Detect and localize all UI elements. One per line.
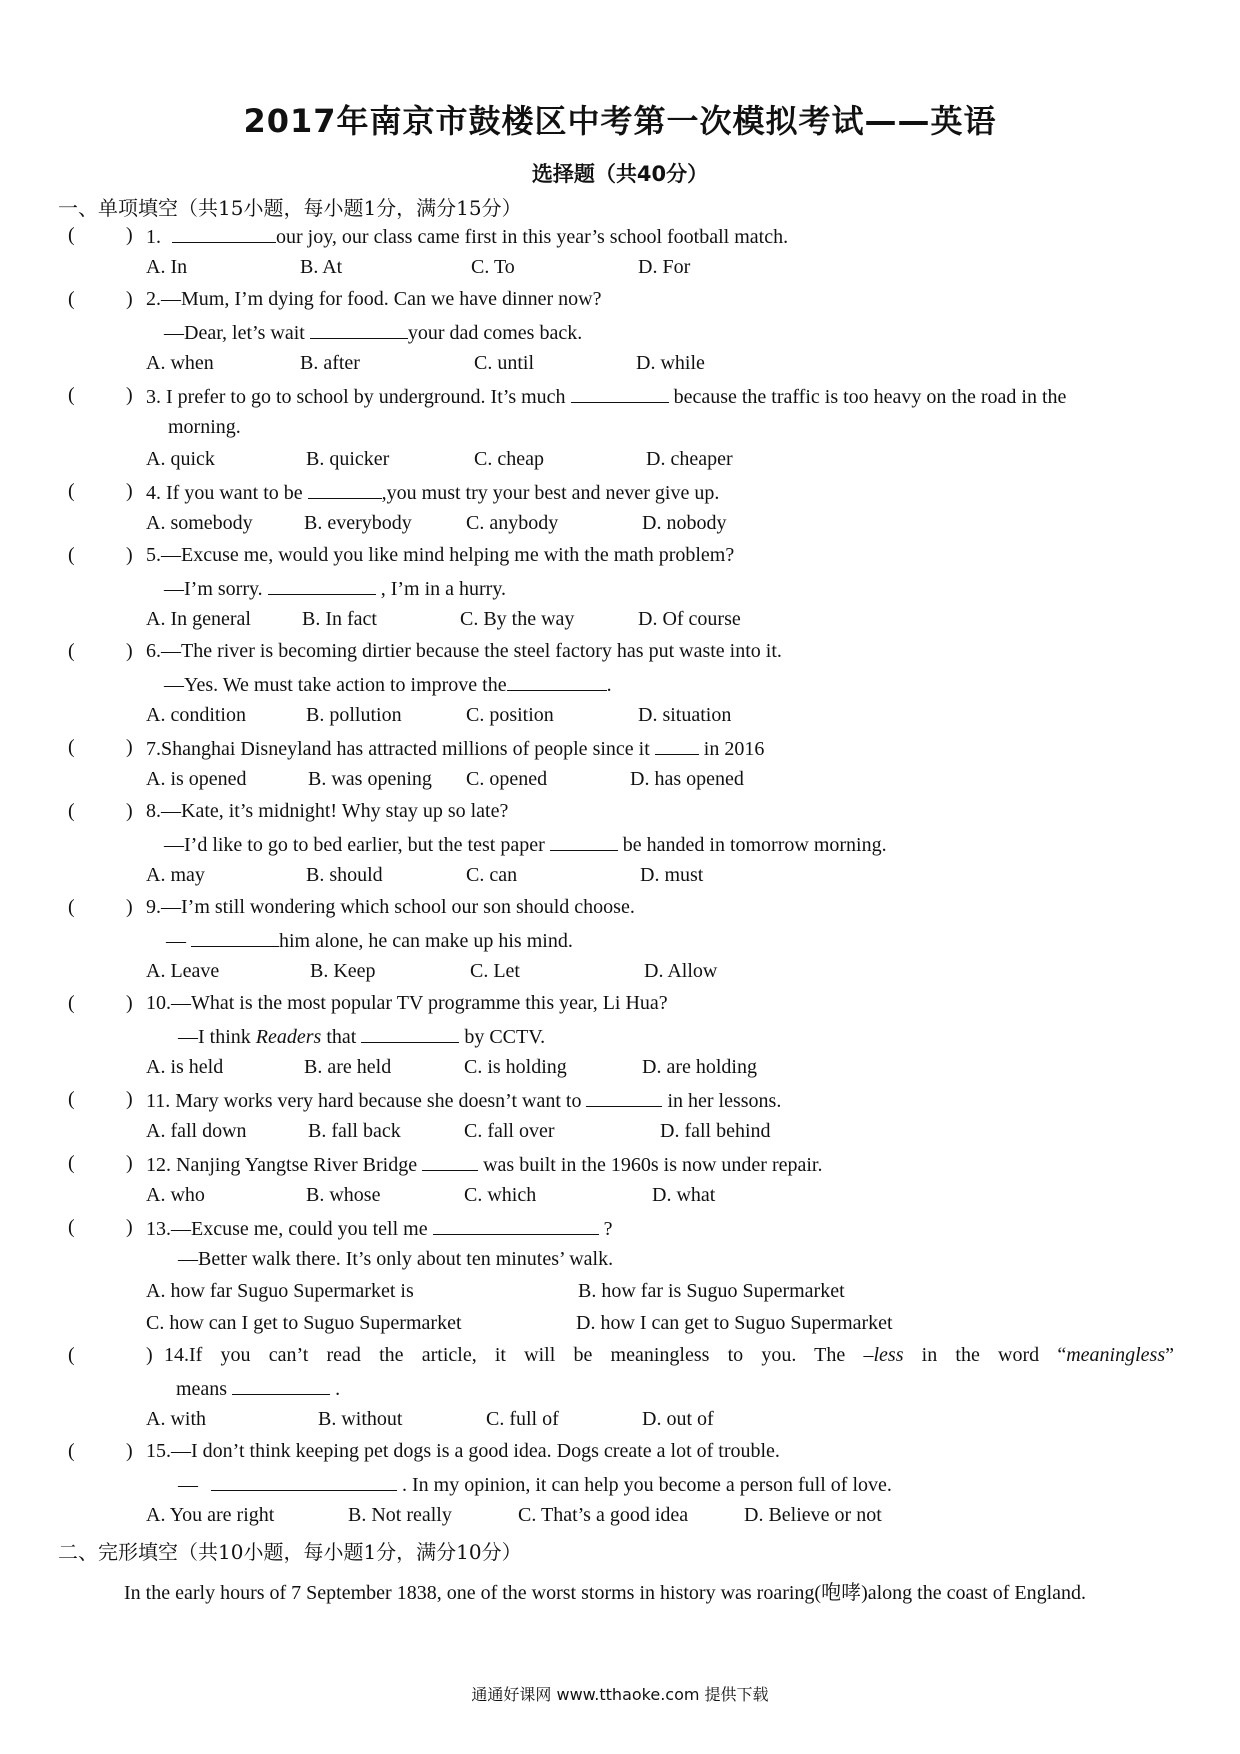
answer-blank xyxy=(232,1376,330,1395)
answer-blank xyxy=(433,1216,599,1235)
option-b: B. after xyxy=(300,352,360,374)
answer-blank xyxy=(211,1472,397,1491)
answer-blank xyxy=(507,672,607,691)
option-b: B. everybody xyxy=(304,512,412,534)
page-title: 2017年南京市鼓楼区中考第一次模拟考试——英语 xyxy=(243,102,997,140)
option-a: A. quick xyxy=(146,448,215,470)
option-a: A. You are right xyxy=(146,1504,275,1526)
answer-blank xyxy=(586,1088,662,1107)
option-b: B. Keep xyxy=(310,960,376,982)
answer-blank xyxy=(550,832,618,851)
cloze-intro: In the early hours of 7 September 1838, one of the worst storms in history was roaring(咆哮)along the coast of England. xyxy=(124,1582,1087,1604)
answer-blank xyxy=(172,224,276,243)
option-d: D. Of course xyxy=(638,608,741,630)
answer-blank xyxy=(571,384,669,403)
option-d: D. must xyxy=(640,864,704,886)
option-d: D. how I can get to Suguo Supermarket xyxy=(576,1312,893,1334)
option-d: D. has opened xyxy=(630,768,744,790)
option-a: A. with xyxy=(146,1408,206,1430)
option-c: C. is holding xyxy=(464,1056,567,1078)
option-d: D. while xyxy=(636,352,705,374)
option-d: D. For xyxy=(638,256,691,278)
option-c: C. can xyxy=(466,864,518,886)
option-d: D. Allow xyxy=(644,960,718,982)
answer-blank xyxy=(191,928,279,947)
option-a: A. is opened xyxy=(146,768,247,790)
option-c: C. which xyxy=(464,1184,537,1206)
option-c: C. opened xyxy=(466,768,548,790)
option-a: A. Leave xyxy=(146,960,220,982)
option-c: C. cheap xyxy=(474,448,544,470)
option-c: C. fall over xyxy=(464,1120,555,1142)
option-b: B. without xyxy=(318,1408,403,1430)
option-c: C. anybody xyxy=(466,512,559,534)
option-d: D. what xyxy=(652,1184,716,1206)
option-d: D. are holding xyxy=(642,1056,757,1078)
answer-blank xyxy=(268,576,376,595)
option-a: A. fall down xyxy=(146,1120,247,1142)
answer-blank xyxy=(310,320,408,339)
option-d: D. fall behind xyxy=(660,1120,771,1142)
exam-page: 2017年南京市鼓楼区中考第一次模拟考试——英语 选择题（共40分） 一、单项填空（共15小题，每小题1分，满分15分） ( ) 1. our joy, our class came first in this year’s school football match. A. In B. At C. To D. For ( ) 2.—Mum, I’m dying for food. Can we have dinner now? —Dear, let’s wait your dad comes back. A. when B. after C. until D. while ( ) 3. I prefer to go to school by underground. It’s much because the traffic is too heavy on the road in the morning. A. quick B. quicker C. cheap D. cheaper ( ) 4. If you want to be ,you must try your best and never give up. A. somebody B. everybody C. anybody D. nobody ( ) 5.—Excuse me, would you like mind helping me with the math problem? —I’m sorry. , I’m in a hurry. A. In general B. In fact C. By the way D. Of course ( ) 6.—The river is becoming dirtier because the steel factory has put waste into it. —Yes. We must take action to improve the . A. condition B. pollution C. position D. situation ( ) 7.Shanghai Disneyland has attracted millions of people since it in 2016 A. is opened B. was opening C. opened D. has opened ( ) 8.—Kate, it’s midnight! Why stay up so late? —I’d like to go to bed earlier, but the test paper be handed in tomorrow morning. A. may B. should C. can D. must ( ) 9.—I’m still wondering which school our son should choose. — him alone, he can make up his mind. A. Leave B. Keep C. Let D. Allow ( ) 10.—What is the most popular TV programme this year, Li Hua? —I think Readers that by CCTV. A. is held B. are held C. is holding D. are holding ( ) 11. Mary works very hard because she doesn’t want to in her lessons. A. fall down B. fall back C. fall over D. fall behind ( ) 12. Nanjing Yangtse River Bridge was built in the 1960s is now under repair. A. who B. whose C. which D. what ( ) 13.—Excuse me, could you tell me ? —Better walk there. It’s only about ten minutes’ walk. A. how far Suguo Supermarket is B. how far is Suguo Supermarket C. how can I get to Suguo Supermarket D. how I can get to Suguo Supermarket ( ) 14.If you can’t read the article, it will be meaningless to you. The –less in the word “meaningless” means . A. with B. without C. full of D. out of ( ) 15.—I don’t think keeping pet dogs is a good idea. Dogs create a lot of trouble. — . In my opinion, it can help you become a person full of love. A. You are right B. Not really C. That’s a good idea D. Believe or not 二、完形填空（共10小题，每小题1分，满分10分） In the early hours of 7 September 1838, one of the worst storms in history was roaring(咆哮)along the coast of England. 通通好课网 www.tthaoke.com 提供下载 xyxy=(0,0,1240,1754)
option-a: A. somebody xyxy=(146,512,253,534)
option-b: B. should xyxy=(306,864,383,886)
option-c: C. how can I get to Suguo Supermarket xyxy=(146,1312,462,1334)
option-c: C. That’s a good idea xyxy=(518,1504,689,1526)
option-a: A. may xyxy=(146,864,205,886)
option-b: B. was opening xyxy=(308,768,432,790)
option-b: B. pollution xyxy=(306,704,402,726)
footer-credit: 通通好课网 www.tthaoke.com 提供下载 xyxy=(471,1685,769,1704)
option-d: D. cheaper xyxy=(646,448,733,470)
option-c: C. position xyxy=(466,704,554,726)
answer-blank xyxy=(308,480,382,499)
section-1-heading: 一、单项填空（共15小题，每小题1分，满分15分） xyxy=(58,196,522,220)
option-c: C. To xyxy=(471,256,515,278)
option-a: A. In general xyxy=(146,608,251,630)
option-d: D. nobody xyxy=(642,512,727,534)
option-d: D. Believe or not xyxy=(744,1504,882,1526)
option-b: B. In fact xyxy=(302,608,377,630)
option-c: C. By the way xyxy=(460,608,575,630)
option-a: A. how far Suguo Supermarket is xyxy=(146,1280,414,1302)
option-c: C. full of xyxy=(486,1408,559,1430)
option-d: D. out of xyxy=(642,1408,714,1430)
option-b: B. quicker xyxy=(306,448,390,470)
answer-blank xyxy=(655,736,699,755)
option-a: A. who xyxy=(146,1184,205,1206)
option-c: C. Let xyxy=(470,960,520,982)
option-b: B. whose xyxy=(306,1184,381,1206)
answer-blank xyxy=(361,1024,459,1043)
option-a: A. In xyxy=(146,256,188,278)
answer-blank xyxy=(422,1152,478,1171)
option-b: B. are held xyxy=(304,1056,392,1078)
option-a: A. is held xyxy=(146,1056,224,1078)
option-b: B. Not really xyxy=(348,1504,452,1526)
section-2-heading: 二、完形填空（共10小题，每小题1分，满分10分） xyxy=(58,1540,522,1564)
option-a: A. when xyxy=(146,352,214,374)
option-b: B. At xyxy=(300,256,343,278)
option-a: A. condition xyxy=(146,704,246,726)
page-subtitle: 选择题（共40分） xyxy=(531,162,709,186)
option-b: B. fall back xyxy=(308,1120,401,1142)
option-c: C. until xyxy=(474,352,535,374)
option-d: D. situation xyxy=(638,704,732,726)
option-b: B. how far is Suguo Supermarket xyxy=(578,1280,845,1302)
